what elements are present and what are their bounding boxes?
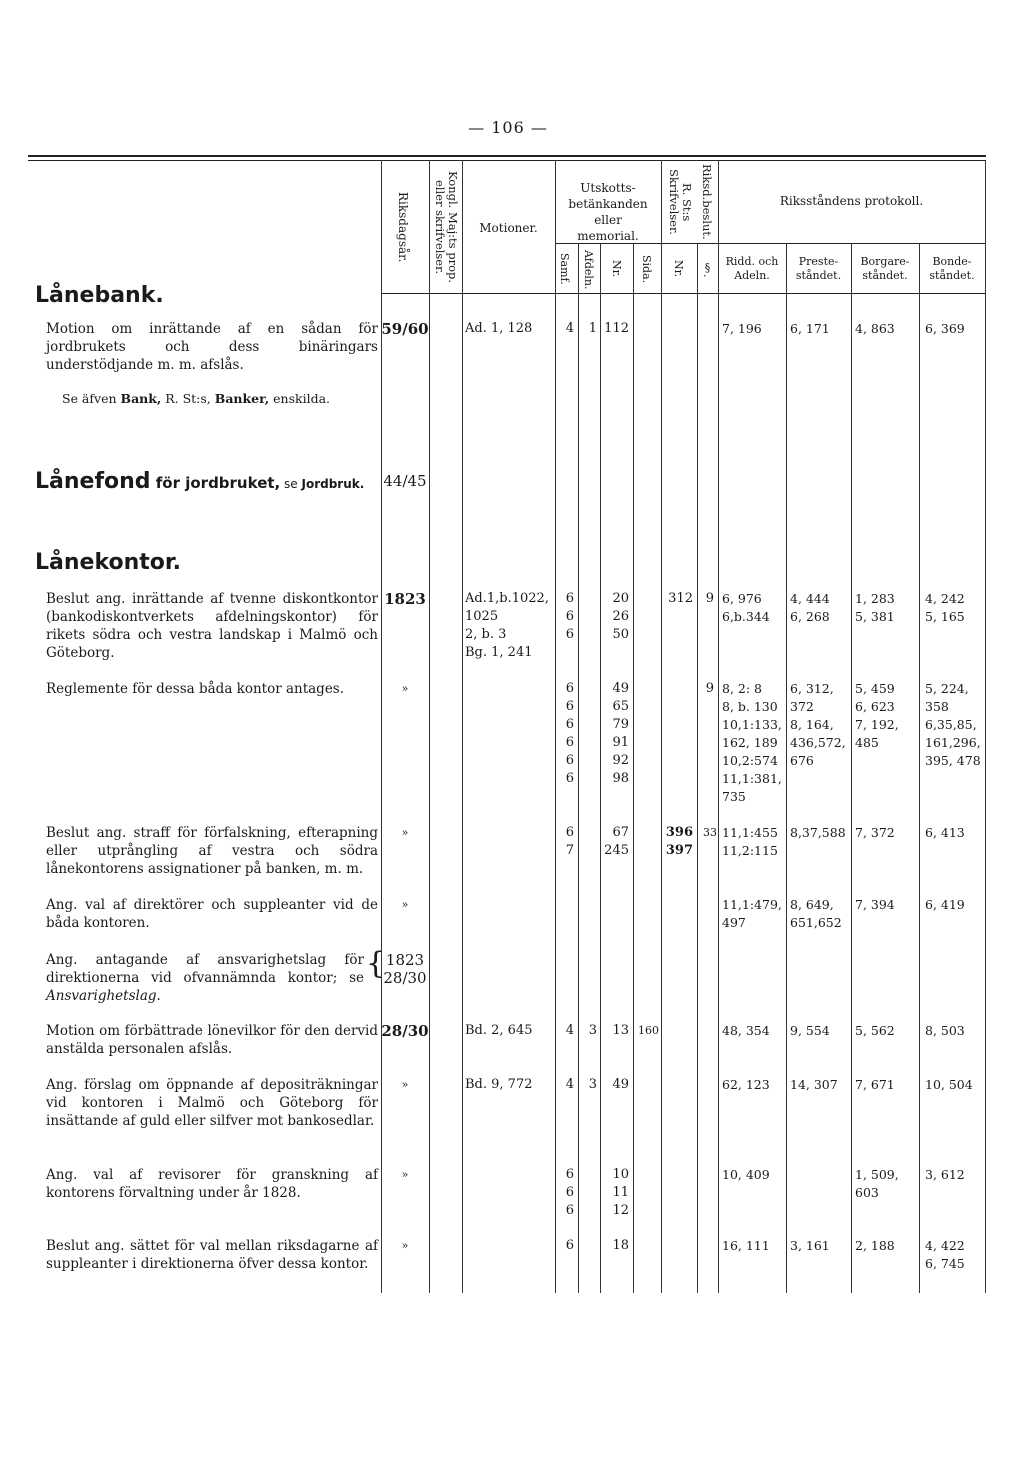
row-ridd: 8, 2: 8 8, b. 130 10,1:133, 162, 189 10,2:574 11,1:381, 735 [722, 681, 782, 804]
row-desc: Ang. val af direktörer och suppleanter vid de båda kontoren. [46, 897, 378, 931]
row-desc: Ang. antagande af ansvarighetslag för direktionerna vid ofvannämnda kontor; se Ansvarighetslag. [46, 952, 364, 1004]
row-desc: Beslut ang. straff för förfalskning, efterapning eller utprångling af vestra och södra lånekontorens assignationer på banken, m. m. [46, 825, 378, 877]
row-para: 33 [703, 826, 717, 839]
rsts-sub-rule [661, 243, 718, 244]
row-preste: 6, 312, 372 8, 164, 436,572, 676 [790, 681, 846, 768]
row-year: 1823 28/30 [383, 951, 427, 987]
row-borgare: 1, 283 5, 381 [855, 591, 895, 624]
header-rsts: R. St:s Skrifvelser. [667, 169, 694, 235]
row-preste: 6, 171 [790, 321, 830, 336]
col-rule [578, 243, 579, 1293]
header-preste: Preste-ståndet. [795, 255, 842, 282]
row-ridd: 62, 123 [722, 1077, 770, 1092]
row-nr: 10 11 12 [612, 1167, 629, 1218]
section-lanebank: Lånebank. [35, 283, 164, 308]
row-afdeln: 3 [588, 1023, 597, 1038]
header-utskotts: Utskotts-betänkanden eller memorial. [568, 181, 648, 243]
section-lanefond: Lånefond för jordbruket, se Jordbruk. [35, 469, 365, 494]
col-rule [718, 160, 719, 1293]
row-desc: Motion om inrättande af en sådan för jordbrukets och dess binäringars understödjande m. m. afslås. [46, 321, 378, 373]
row-sida: 160 [638, 1024, 659, 1037]
row-ridd: 11,1:455 11,2:115 [722, 825, 778, 858]
row-desc: Ang. förslag om öppnande af depositräkningar vid kontoren i Malmö och Göteborg för insättande af guld eller silfver mot bankosedlar. [46, 1077, 378, 1129]
row-motion: Bd. 9, 772 [465, 1077, 533, 1092]
header-para: §. [701, 260, 714, 278]
row-bonde: 3, 612 [925, 1167, 965, 1182]
row-bonde: 6, 413 [925, 825, 965, 840]
row-ridd: 6, 976 6,b.344 [722, 591, 770, 624]
col-rule [633, 243, 634, 1293]
col-rule [786, 243, 787, 1293]
row-bonde: 5, 224, 358 6,35,85, 161,296, 395, 478 [925, 681, 981, 768]
header-ridd: Ridd. och Adeln. [725, 255, 779, 282]
header-protokoll: Riksståndens protokoll. [779, 194, 924, 208]
col-rule [429, 160, 430, 1293]
row-ridd: 10, 409 [722, 1167, 770, 1182]
row-samf: 6 6 6 [565, 591, 574, 642]
row-bonde: 8, 503 [925, 1023, 965, 1038]
row-rsts-nr: 312 [668, 591, 693, 606]
brace-icon: { [366, 946, 386, 981]
header-riksdagsar: Riksdagsår. [396, 191, 410, 263]
row-nr: 49 65 79 91 92 98 [612, 681, 629, 786]
row-borgare: 2, 188 [855, 1238, 895, 1253]
see-also: Se äfven Bank, R. St:s, Banker, enskilda. [62, 391, 331, 406]
row-borgare: 1, 509, 603 [855, 1167, 899, 1200]
row-para: 9 [705, 681, 714, 696]
header-borgare: Borgare-ståndet. [860, 255, 910, 282]
top-rule-thin [28, 160, 986, 161]
row-afdeln: 1 [588, 321, 597, 336]
row-motion: Ad. 1, 128 [465, 321, 533, 336]
row-desc: Beslut ang. inrättande af tvenne diskontkontor (bankodiskontverkets afdelningskontor) för rikets södra och vestra landskap i Malmö och Göteborg. [46, 591, 378, 661]
row-year: 28/30 [381, 1022, 429, 1040]
col-rule [851, 243, 852, 1293]
col-rule [919, 243, 920, 1293]
row-year: » [401, 682, 409, 695]
row-bonde: 4, 422 6, 745 [925, 1238, 965, 1271]
row-year: » [401, 898, 409, 911]
row-preste: 8, 649, 651,652 [790, 897, 842, 930]
row-borgare: 7, 372 [855, 825, 895, 840]
row-borgare: 7, 671 [855, 1077, 895, 1092]
row-motion: Bd. 2, 645 [465, 1023, 533, 1038]
row-rsts-nr: 396 397 [665, 825, 693, 858]
row-nr: 112 [604, 321, 629, 336]
header-bonde: Bonde-ståndet. [929, 255, 975, 282]
row-para: 9 [705, 591, 714, 606]
top-rule [28, 155, 986, 157]
row-samf: 6 [565, 1238, 574, 1253]
row-year: » [401, 1168, 409, 1181]
row-borgare: 5, 562 [855, 1023, 895, 1038]
row-year: 59/60 [381, 320, 429, 338]
row-preste: 8,37,588 [790, 825, 846, 840]
row-bonde: 6, 369 [925, 321, 965, 336]
row-samf: 6 6 6 [565, 1167, 574, 1218]
row-samf: 6 7 [565, 825, 574, 858]
row-samf: 6 6 6 6 6 6 [565, 681, 574, 786]
row-preste: 3, 161 [790, 1238, 830, 1253]
header-bottom-rule [381, 293, 985, 294]
row-nr: 13 [612, 1023, 629, 1038]
row-motion: Ad.1,b.1022, 1025 2, b. 3 Bg. 1, 241 [465, 591, 549, 660]
col-rule [697, 243, 698, 1293]
row-desc: Reglemente för dessa båda kontor antages. [46, 681, 345, 697]
row-samf: 4 [565, 1077, 574, 1092]
row-samf: 4 [565, 1023, 574, 1038]
header-rsts-nr: Nr. [672, 260, 685, 278]
col-rule [661, 160, 662, 1293]
row-year: 1823 [384, 590, 426, 608]
header-motioner: Motioner. [479, 221, 538, 235]
col-rule [985, 160, 986, 1293]
header-afdeln: Afdeln. [582, 250, 595, 290]
row-afdeln: 3 [588, 1077, 597, 1092]
header-kongl: Kongl. Maj:ts prop. eller skrifvelser. [433, 170, 460, 283]
row-preste: 14, 307 [790, 1077, 838, 1092]
row-desc: Beslut ang. sättet för val mellan riksdagarne af suppleanter i direktionerna öfver dessa kontor. [46, 1238, 378, 1272]
row-desc: Motion om förbättrade lönevilkor för den dervid anstälda personalen afslås. [46, 1023, 378, 1057]
row-borgare: 7, 394 [855, 897, 895, 912]
row-nr: 18 [612, 1238, 629, 1253]
row-bonde: 10, 504 [925, 1077, 973, 1092]
row-ridd: 11,1:479, 497 [722, 897, 782, 930]
row-nr: 20 26 50 [612, 591, 629, 642]
row-nr: 67 245 [604, 825, 629, 858]
row-samf: 4 [565, 321, 574, 336]
row-desc: Ang. val af revisorer för granskning af kontorens förvaltning under år 1828. [46, 1167, 378, 1201]
row-ridd: 16, 111 [722, 1238, 770, 1253]
page-number: — 106 — [468, 118, 548, 137]
row-year: 44/45 [383, 472, 427, 490]
row-ridd: 48, 354 [722, 1023, 770, 1038]
row-bonde: 4, 242 5, 165 [925, 591, 965, 624]
header-sida: Sida. [640, 254, 653, 284]
row-borgare: 5, 459 6, 623 7, 192, 485 [855, 681, 899, 750]
header-nr: Nr. [610, 260, 623, 278]
row-bonde: 6, 419 [925, 897, 965, 912]
header-riksdbeslut: Riksd.beslut. [700, 164, 714, 240]
row-ridd: 7, 196 [722, 321, 762, 336]
row-year: » [401, 1239, 409, 1252]
header-samf: Samf. [558, 253, 571, 285]
row-year: » [401, 1078, 409, 1091]
row-preste: 4, 444 6, 268 [790, 591, 830, 624]
row-year: » [401, 826, 409, 839]
col-rule [462, 160, 463, 1293]
row-nr: 49 [612, 1077, 629, 1092]
row-preste: 9, 554 [790, 1023, 830, 1038]
section-lanekontor: Lånekontor. [35, 550, 181, 575]
row-borgare: 4, 863 [855, 321, 895, 336]
